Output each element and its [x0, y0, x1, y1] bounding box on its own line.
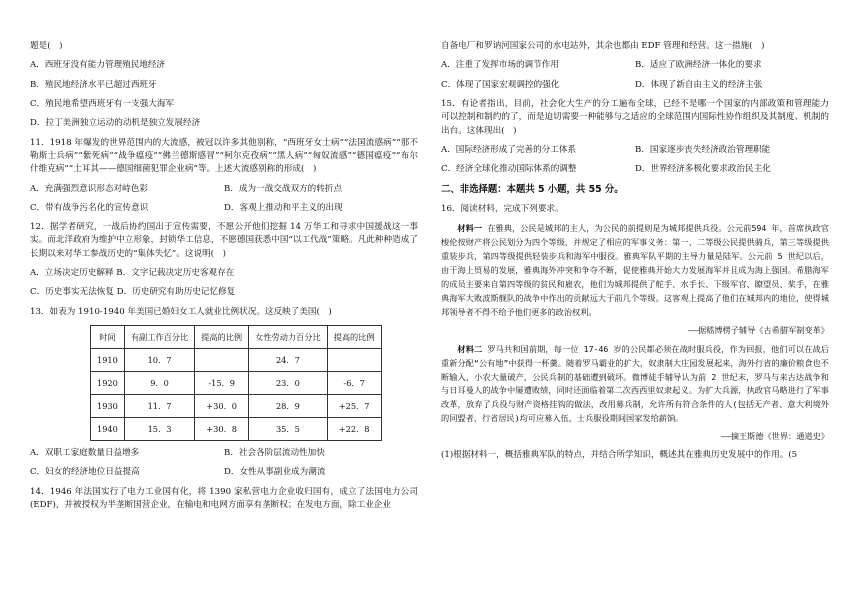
q15-option-d: D．世界经济多极化要求政治民主化 [635, 164, 771, 175]
q15-options-row2 [441, 163, 829, 176]
table-cell: 24．7 [249, 349, 328, 372]
table-cell [195, 349, 249, 372]
table-cell: 28．9 [249, 395, 328, 418]
material-two-source: ——摘王斯德《世界：通道史》 [720, 431, 829, 442]
table-cell: +30．0 [195, 395, 249, 418]
table-cell: 10．7 [124, 349, 194, 372]
table-header-cell: 提高的比例 [195, 326, 249, 349]
q14-options-row1 [441, 59, 829, 72]
q16-subquestion-1: (1)根据材料一，概括雅典军队的特点，并结合所学知识，概述其在雅典历史发展中的作用。(5 [441, 449, 798, 460]
table-cell: 1910 [91, 349, 125, 372]
table-cell: 1940 [91, 418, 125, 441]
q11-options-row2 [30, 202, 418, 215]
q14-options-row2 [441, 79, 829, 92]
table-cell: +22．8 [327, 418, 381, 441]
section-heading: 二、非选择题：本题共 5 小题，共 55 分。 [441, 183, 624, 195]
table-cell: 1930 [91, 395, 125, 418]
table-cell: 11．7 [124, 395, 194, 418]
q10-option-a: A．西班牙没有能力管理殖民地经济 [30, 60, 166, 71]
table-cell: 23．0 [249, 372, 328, 395]
table-header-cell: 女性劳动力百分比 [249, 326, 328, 349]
q15-options-row1 [441, 144, 829, 157]
q15-option-b: B．国家逐步丧失经济政治管理职能 [635, 144, 771, 155]
q11-option-d: D．客观上推动和平主义的出现 [224, 202, 343, 213]
q12-options-ab: A．立场决定历史解释 B．文字记载决定历史客观存在 [30, 268, 235, 279]
q16-stem: 16．阅读材料，完成下列要求。 [441, 204, 564, 215]
table-header-cell: 时间 [91, 326, 125, 349]
table-header-cell: 提高的比例 [327, 326, 381, 349]
material-two-text: 罗马共和国前期，每一位 17-46 岁的公民都必须在战时服兵役，作为回报，他们可以在战后重新分配“公有地”中获得一杯羹。随着罗马霸业的扩大，奴隶制大庄园发展起来，海外行省的廉价粮食也不断输入，小农大量破产，公民兵制的基础遭到破坏。微博徒手辅导认为前 2 世纪末，罗马与来古达战争和与日耳曼人的战争中屡遭败绩，同时还面临着第二次西西里奴隶起义。为扩大兵源，执政官马略进行了军事改革，放弃了兵役与财产资格挂钩的做法，改用募兵制，允许所有符合条件的人(包括无产者、意大利境外的同盟者、行省居民)均可应募入伍，士兵服役期间国家发给薪饷。 [441, 343, 829, 424]
table-cell: -6．7 [327, 372, 381, 395]
q13-options-row2 [30, 466, 418, 479]
q15-option-c: C．经济全球化推动国际体系的调整 [441, 164, 577, 175]
q10-option-d: D．拉丁美洲独立运动的动机是独立发展经济 [30, 118, 201, 129]
material-two [441, 343, 829, 427]
material-one [441, 222, 829, 320]
q14-option-c: C．体现了国家宏观调控的强化 [441, 79, 560, 90]
table-cell: 15．3 [124, 418, 194, 441]
material-one-source: ——据嵇博楞子辅导《古希腊军制变革》 [688, 324, 829, 335]
q13-data-table [90, 325, 382, 441]
q10-option-c: C．殖民地希望西班牙有一支强大海军 [30, 98, 175, 109]
table-cell: +25．7 [327, 395, 381, 418]
q15-stem: 15．有论者指出，目前，社会化大生产的分工遍布全球，已经不是哪一个国家的内部政策和管理能力可以控制和制约的了，而是迫切需要一种能够与之适应的全球范围内国际性协作组织及其制度、机制的出台。这体现出( ) [441, 98, 829, 136]
q10-option-b: B．殖民地经济水平已超过西班牙 [30, 79, 157, 90]
table-header-row [91, 326, 382, 349]
table-cell: 35．5 [249, 418, 328, 441]
right-column [441, 40, 829, 468]
material-two-label: 材料二 [457, 343, 483, 354]
q15-option-a: A．国际经济形成了完善的分工体系 [441, 144, 577, 155]
table-row [91, 349, 382, 372]
q12-stem: 12．据学者研究，一战后协约国出于宣传需要，不愿公开他们挖掘 14 万华工和寻求中国援战这一事实。而北洋政府为维护中立形象，封锁华工信息，不愿德国获悉中国“以工代战”策略。凡此种种造成了长期以来对华工参战历史的“集体失忆”。这说明( ) [30, 222, 418, 259]
table-row [91, 395, 382, 418]
table-cell: 1920 [91, 372, 125, 395]
table-cell [327, 349, 381, 372]
q13-option-a: A．双职工家庭数量日益增多 [30, 448, 140, 458]
q13-option-d: D．女性从事副业成为潮流 [224, 467, 326, 478]
q10-tail: 题是( ) [30, 41, 63, 51]
table-cell: 9．0 [124, 372, 194, 395]
q11-option-c: C．带有战争污名化的宣传意识 [30, 202, 149, 213]
q13-stem: 13．如表为 1910-1940 年美国已婚妇女工人就业比例状况。这反映了美国( ) [30, 306, 332, 317]
table-cell: -15．9 [195, 372, 249, 395]
q14-stem: 14．1946 年法国实行了电力工业国有化，将 1390 家私营电力企业收归国有，成立了法国电力公司(EDF)，并被授权为半垄断国营企业，在输电和电网方面享有垄断权；在发电方面，除工业企业 [30, 486, 418, 510]
q13-option-b: B．社会各阶层流动性加快 [224, 448, 325, 458]
table-header-cell: 有副工作百分比 [124, 326, 194, 349]
q11-option-a: A．充满强烈意识形态对峙色彩 [30, 183, 148, 194]
table-row [91, 372, 382, 395]
left-column [30, 40, 418, 518]
q14-option-a: A．注重了发挥市场的调节作用 [441, 60, 559, 71]
q11-option-b: B．成为一战交战双方的转折点 [224, 183, 343, 194]
material-one-label: 材料一 [457, 223, 483, 234]
q11-options-row1 [30, 183, 418, 196]
q14-tail: 自备电厂和罗讷河国家公司的水电站外，其余也都由 EDF 管理和经营。这一措施( ) [441, 41, 765, 51]
q14-option-b: B．适应了欧洲经济一体化的要求 [635, 60, 762, 71]
table-cell: +30．8 [195, 418, 249, 441]
q11-stem: 11．1918 年爆发的世界范围内的大流感，被冠以许多其他别称，“西班牙女士病”“法国流感病”“那不勒斯士兵病”“紫死病”“战争瘟疫”“佛兰德斯感冒”“柯尔克孜病”“黑人病”“匈奴流感”“德国瘟疫”“布尔什维克病”“土耳其——德国细菌犯罪企业病”等。上述大流感别称的形成( ) [30, 137, 418, 175]
q13-options-row1 [30, 447, 418, 460]
q12-options-cd: C．历史事实无法恢复 D．历史研究有助历史记忆修复 [30, 287, 236, 298]
material-one-text: 在雅典，公民是城邦的主人，为公民的前提则是为城邦提供兵役。公元前594 年，首席执政官梭伦按财产将公民划分为四个等级，并规定了相应的军事义务：第一、二等级公民提供骑兵，第三等级提供重装步兵，第四等级提供轻装步兵和海军中服役。雅典军队平期的主导力量是陆军。公元前 5 世纪以后，由于海上贸易的发展，雅典海外冲突和争夺不断，促使雅典开始大力发展海军并且成为海上强国。希腊海军的成员主要来自第四等级的贫民和雇农，他们为城邦提供了舵手、水手长、下级军官、瞭望员、桨手，在雅典海军大败波斯舰队的战争中作出的贡献远大于前几个等级。这客观上提高了他们在城邦内的地位，使得城邦领导者不得不给予他们更多的政治权利。 [441, 223, 829, 318]
q14-option-d: D．体现了新自由主义的经济主张 [635, 79, 763, 90]
table-row [91, 418, 382, 441]
q13-option-c: C．妇女的经济地位日益提高 [30, 467, 140, 478]
